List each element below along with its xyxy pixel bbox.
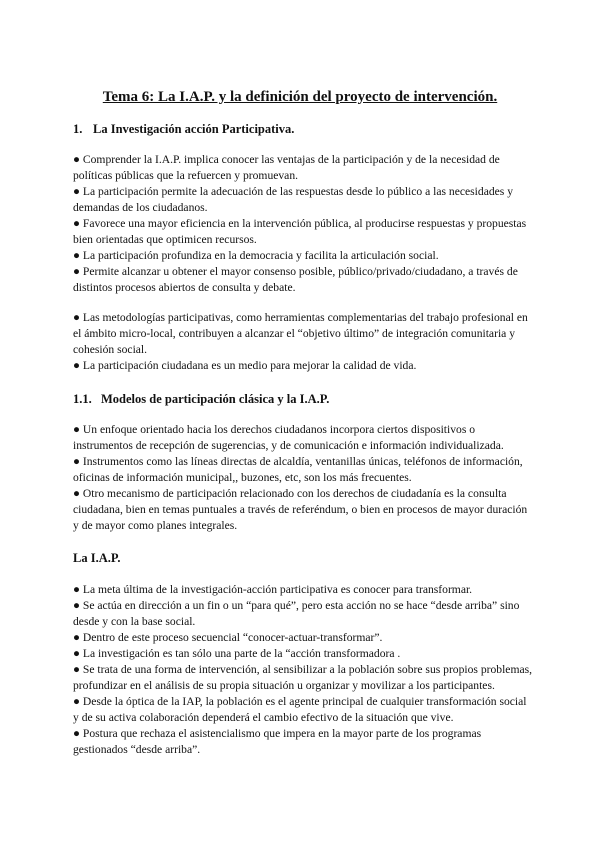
- section-1-number: 1.: [73, 122, 83, 136]
- bullet-paragraph: ● Permite alcanzar u obtener el mayor consenso posible, público/privado/ciudadano, a través de distintos procesos abiertos de consulta y debate.: [73, 265, 518, 294]
- document-title: Tema 6: La I.A.P. y la definición del proyecto de intervención.: [102, 89, 498, 105]
- bullet-paragraph: ● Instrumentos como las líneas directas de alcaldía, ventanillas únicas, teléfonos de información, oficinas de información municipal,, buzones, etc, son los más frecuentes.: [73, 455, 523, 484]
- bullet-paragraph: ● Favorece una mayor eficiencia en la intervención pública, al producirse respuestas y propuestas bien orientadas que optimicen recursos.: [73, 217, 527, 246]
- bullet-paragraph: ● La investigación es tan sólo una parte de la “acción transformadora .: [73, 647, 401, 660]
- bullet-paragraph: ● La participación permite la adecuación de las respuestas desde lo público a las necesidades y demandas de los ciudadanos.: [73, 185, 513, 214]
- section-1-1-list: [73, 422, 533, 534]
- section-iap-list: [73, 582, 533, 758]
- section-1-1-number: 1.1.: [73, 392, 92, 406]
- section-1-title: La Investigación acción Participativa.: [93, 122, 295, 136]
- bullet-paragraph: ● Las metodologías participativas, como herramientas complementarias del trabajo profesional en el ámbito micro-local, contribuyen a alcanzar el “objetivo último” de integración comunitaria y cohesión social.: [73, 311, 528, 356]
- bullet-paragraph: ● Se trata de una forma de intervención, al sensibilizar a la población sobre sus propios problemas, profundizar en el análisis de su propia situación u organizar y movilizar a los participantes.: [73, 663, 533, 692]
- section-1-1-heading: [73, 391, 329, 407]
- section-1-list-a: [73, 152, 533, 296]
- bullet-paragraph: ● Dentro de este proceso secuencial “conocer-actuar-transformar”.: [73, 631, 383, 644]
- bullet-paragraph: ● Un enfoque orientado hacia los derechos ciudadanos incorpora ciertos dispositivos o instrumentos de recepción de sugerencias, y de comunicación e información individualizada.: [73, 423, 504, 452]
- section-1-1-title: Modelos de participación clásica y la I.A.P.: [101, 392, 330, 406]
- bullet-paragraph: ● La meta última de la investigación-acción participativa es conocer para transformar.: [73, 583, 473, 596]
- bullet-paragraph: ● La participación ciudadana es un medio para mejorar la calidad de vida.: [73, 359, 417, 372]
- section-1-list-b: [73, 310, 533, 374]
- section-iap-heading: La I.A.P.: [73, 551, 121, 565]
- bullet-paragraph: ● Desde la óptica de la IAP, la población es el agente principal de cualquier transformación social y de su activa colaboración dependerá el cambio efectivo de la situación que vive.: [73, 695, 527, 724]
- bullet-paragraph: ● Comprender la I.A.P. implica conocer las ventajas de la participación y de la necesidad de políticas públicas que la refuercen y promuevan.: [73, 153, 500, 182]
- bullet-paragraph: ● Otro mecanismo de participación relacionado con los derechos de ciudadanía es la consulta ciudadana, bien en temas puntuales a través de referéndum, o bien en procesos de mayor duración y de mayor como planes integrales.: [73, 487, 528, 532]
- section-1-heading: [73, 121, 294, 137]
- bullet-paragraph: ● Postura que rechaza el asistencialismo que impera en la mayor parte de los programas gestionados “desde arriba”.: [73, 727, 482, 756]
- bullet-paragraph: ● Se actúa en dirección a un fin o un “para qué”, pero esta acción no se hace “desde arriba” sino desde y con la base social.: [73, 599, 520, 628]
- bullet-paragraph: ● La participación profundiza en la democracia y facilita la articulación social.: [73, 249, 439, 262]
